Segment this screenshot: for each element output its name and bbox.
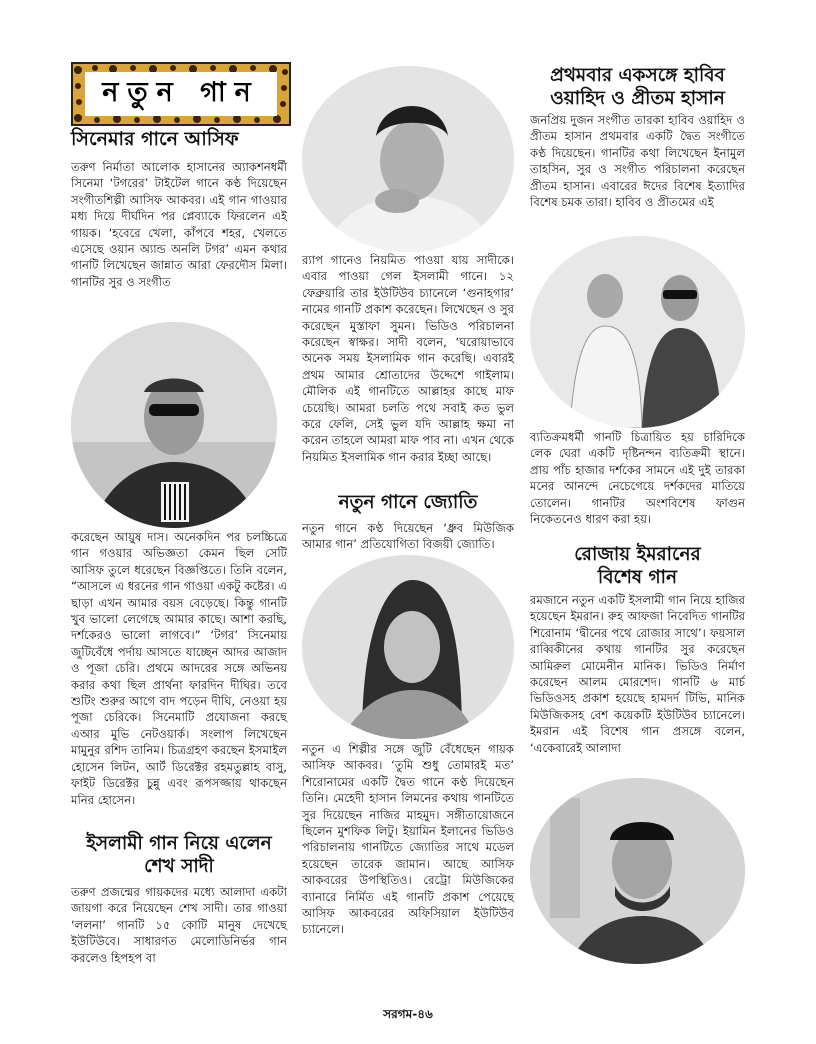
article-text-habib-2: ব্যতিক্রমধর্মী গানটি চিত্রায়িত হয় চারিদিকে লেক ঘেরা একটি দৃষ্টিনন্দন ব্যতিক্রমী স্থানে। প্রায় পাঁচ হাজার দর্শকের সামনে এই দুই তারকা মনের আনন্দে নেচেগেয়ে দর্শকদের মাতিয়ে তোলেন। গানটির অংশবিশেষ ফাগুন নিকেতনেও ধারণ করা হয়। [530, 430, 745, 527]
photo-imran [530, 778, 745, 964]
photo-habib-pritom [530, 236, 745, 428]
portrait-icon [530, 778, 745, 964]
page-number: সরগম-৪৬ [383, 1007, 433, 1021]
article-heading-imran-1: রোজায় ইমরানের [574, 544, 701, 565]
article-text-asif-1: তরুণ নির্মাতা আলোক হাসানের অ্যাকশনধর্মী সিনেমা ‘টগরের’ টাইটেল গানে কণ্ঠ দিয়েছেন সংগীতশিল্পী আসিফ আকবর। এই গান গাওয়ার মধ্য দিয়ে দীর্ঘদিন পর প্লেব্যাকে ফিরলেন এই গায়ক। ‘হবেরে খেলা, কাঁপবে শহর, খেলতে এসেছে ওয়ান অ্যান্ড অনলি টগর’ এমন কথার গানটি লিখেছেন জান্নাত আরা ফেরদৌস মিলা। গানটির সুর ও সংগীত [71, 160, 287, 289]
masthead-title: নতুন গান [85, 72, 277, 116]
article-text-jyoti-1: নতুন গানে কণ্ঠ দিয়েছেন ‘ধ্রুব মিউজিক আমার গান’ প্রতিযোগিতা বিজয়ী জ্যোতি। [302, 521, 514, 552]
article-heading-sadi-2: শেখ সাদী [144, 856, 214, 877]
article-text-habib-1: জনপ্রিয় দুজন সংগীত তারকা হাবিব ওয়াহিদ ও প্রীতম হাসান প্রথমবার একটি দ্বৈত সংগীতে কণ্ঠ দিয়েছেন। গানটির কথা লিখেছেন ইনামুল তাহসিন, সুর ও সংগীত পরিচালনা করেছেন প্রীতম হাসান। এবারের ঈদের বিশেষ ইত্যাদির বিশেষ চমক তারা। হাবিব ও প্রীতমের এই [530, 113, 745, 210]
article-heading-imran-2: বিশেষ গান [597, 567, 678, 588]
article-heading-jyoti: নতুন গানে জ্যোতি [338, 492, 478, 513]
article-text-sadi-1: তরুণ প্রজন্মের গায়কদের মধ্যে আলাদা একটা জায়গা করে নিয়েছেন শেখ সাদী। তার গাওয়া ‘ললনা’ গানটি ১৫ কোটি মানুষ দেখেছে ইউটিউবে। সাধারণত মেলোডিনির্ভর গান করলেও হিপহপ বা [71, 885, 287, 965]
article-heading-sadi-1: ইসলামী গান নিয়ে এলেন [86, 833, 272, 854]
article-text-jyoti-2: নতুন এ শিল্পীর সঙ্গে জুটি বেঁধেছেন গায়ক আসিফ আকবর। ‘তুমি শুধু তোমারই মত’ শিরোনামের একটি দ্বৈত গানে কণ্ঠ দিয়েছেন তিনি। মেহেদী হাসান লিমনের কথায় গানটিতে সুর দিয়েছেন নাজির মাহমুদ। সঙ্গীতায়োজনে ছিলেন মুশফিক লিটু। ইয়ামিন ইলানের ভিডিও পরিচালনায় গানটিতে জ্যোতির সাথে মডেল হয়েছেন তারেক জামান। আছে আসিফ আকবরের উপস্থিতিও। রেট্রো মিউজিকের ব্যানারে নির্মিত এই গানটি প্রকাশ পেয়েছে আসিফ আকবরের অফিসিয়াল ইউটিউব চ্যানেলে। [302, 742, 514, 937]
portrait-icon [530, 236, 745, 428]
section-masthead [71, 62, 291, 126]
article-heading-asif: সিনেমার গানে আসিফ [71, 128, 239, 150]
photo-jyoti [302, 555, 514, 739]
article-heading-habib-1: প্রথমবার একসঙ্গে হাবিব [550, 65, 725, 86]
photo-sheikh-sadi [302, 66, 514, 252]
article-text-asif-2: করেছেন আয়ুষ দাস। অনেকদিন পর চলচ্চিত্রে গান গওয়ার অভিজ্ঞতা কেমন ছিল সেটি আসিফ তুলে ধরেছেন বিজ্ঞপ্তিতে। তিনি বলেন, “আসলে এ ধরনের গান গাওয়া একটু কষ্টের। এ ছাড়া এখন আমার বয়স বেড়েছে। কিন্তু গানটি খুব ভালো লেগেছে আমার কাছে। আশা করছি, দর্শকেরও ভালো লাগবে।” ‘টগর’ সিনেমায় জুটিবেঁধে পর্দায় আসতে যাচ্ছেন আদর আজাদ ও পূজা চেরি। প্রথমে আদরের সঙ্গে অভিনয় করার কথা ছিল প্রার্থনা ফারদিন দীঘির। তবে শুটিং শুরুর আগে বাদ পড়েন দীঘি, নেওয়া হয় পূজা চেরিকে। সিনেমাটি প্রযোজনা করছে এআর মুভি নেটওয়ার্ক। সংলাপ লিখেছেন মামুনুর রশিদ তানিম। চিত্রগ্রহণ করছেন ইসমাইল হোসেন লিটন, আর্ট ডিরেক্টর রহমতুল্লাহ বাসু, ফাইট ডিরেক্টর চুন্নু এবং রূপসজ্জায় থাকছেন মনির হোসেন। [71, 530, 287, 807]
article-text-imran-1: রমজানে নতুন একটি ইসলামী গান নিয়ে হাজির হয়েছেন ইমরান। রুহ আফজা নিবেদিত গানটির শিরোনাম ‘দ্বীনের পথে রোজার সাথে’। ফয়সাল রাব্বিকীনের কথায় গানটির সুর করেছেন আমিরুল মোমেনীন মানিক। ভিডিও নির্মাণ করেছেন আলম মোরশেদ। গানটি ৬ মার্চ ভিডিওসহ প্রকাশ হয়েছে হামদর্দ টিভি, মানিক মিউজিকসহ বেশ কয়েকটি ইউটিউব চ্যানেলে। ইমরান এই বিশেষ গান প্রসঙ্গে বলেন, ‘একেবারেই আলাদা [530, 593, 745, 755]
portrait-icon [302, 66, 514, 252]
portrait-icon [71, 322, 277, 528]
portrait-icon [302, 555, 514, 739]
photo-asif-akbar [71, 322, 277, 528]
article-heading-habib-2: ওয়াহিদ ও প্রীতম হাসান [550, 88, 725, 109]
article-text-sadi-2: র‍্যাপ গানেও নিয়মিত পাওয়া যায় সাদীকে। এবার পাওয়া গেল ইসলামী গানে। ১২ ফেব্রুয়ারি তার ইউটিউব চ্যানেলে ‘গুনাহগার’ নামের গানটি প্রকাশ করেছেন। লিখেছেন ও সুর করেছেন মুস্তাফা সুমন। ভিডিও পরিচালনা করেছেন স্বাক্ষর। সাদী বলেন, ‘ঘরোয়াভাবে অনেক সময় ইসলামিক গান করেছি। এবারই প্রথম আমার শ্রোতাদের উদ্দেশে গাইলাম। মৌলিক এই গানটিতে আল্লাহর কাছে মাফ চেয়েছি। আমরা চলতি পথে সবাই কত ভুল করে ফেলি, সেই ভুল যদি আল্লাহ ক্ষমা না করেন তাহলে আমরা মাফ পাব না। এখন থেকে নিয়মিত ইসলামিক গান করার ইচ্ছা আছে। [302, 253, 514, 464]
